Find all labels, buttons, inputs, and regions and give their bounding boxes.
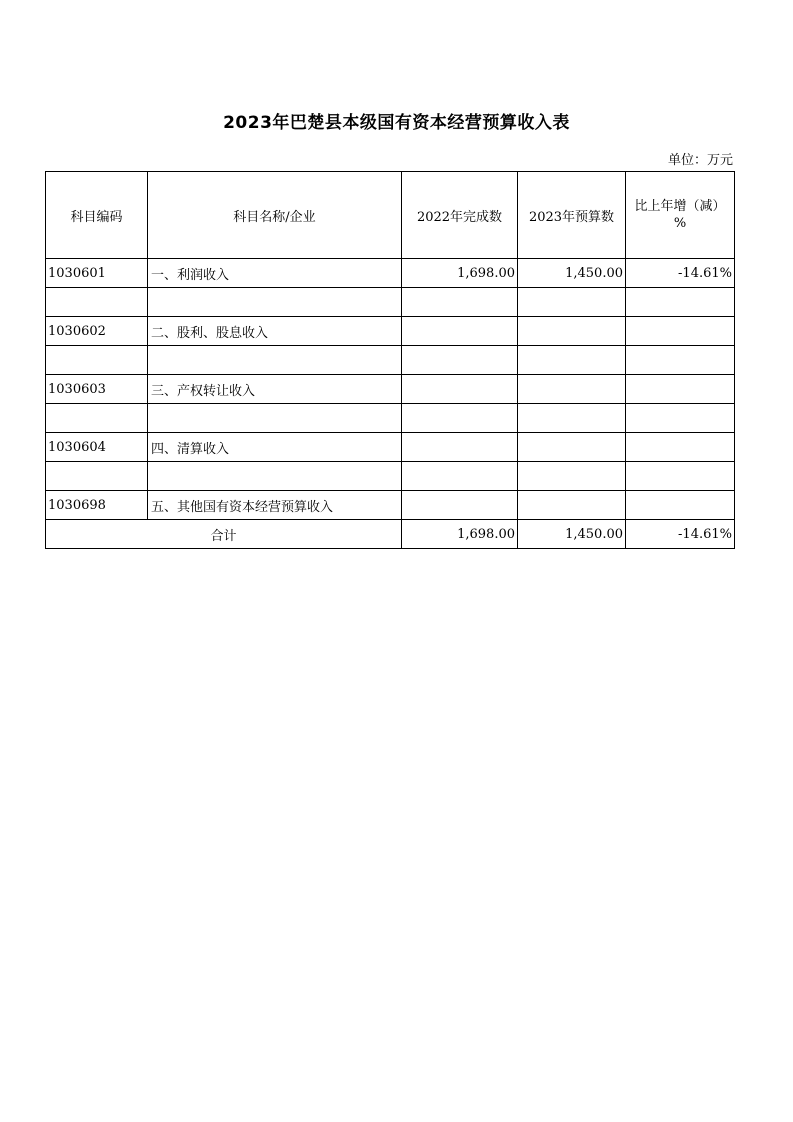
revenue-table	[45, 171, 735, 549]
cell-change-pct	[626, 375, 735, 404]
cell-code: 1030601	[46, 259, 148, 288]
cell-2022	[402, 433, 518, 462]
unit-label: 单位：万元	[667, 153, 733, 168]
table-row	[46, 259, 735, 288]
cell-2022	[402, 375, 518, 404]
cell-name	[148, 346, 402, 375]
table-row	[46, 346, 735, 375]
cell-2022	[402, 404, 518, 433]
cell-2023	[518, 317, 626, 346]
cell-2022	[402, 317, 518, 346]
cell-code: 1030602	[46, 317, 148, 346]
cell-name: 四、清算收入	[148, 433, 402, 462]
table-row	[46, 404, 735, 433]
cell-2023	[518, 404, 626, 433]
cell-code	[46, 404, 148, 433]
cell-change-pct	[626, 317, 735, 346]
table-row	[46, 433, 735, 462]
cell-2023: 1,450.00	[518, 259, 626, 288]
table-row	[46, 491, 735, 520]
cell-change-pct	[626, 346, 735, 375]
cell-name	[148, 462, 402, 491]
cell-change-pct	[626, 491, 735, 520]
table-row	[46, 462, 735, 491]
cell-change-pct	[626, 462, 735, 491]
header-change-unit: %	[673, 216, 687, 231]
cell-2023	[518, 288, 626, 317]
cell-2022	[402, 346, 518, 375]
cell-2022	[402, 462, 518, 491]
cell-name: 一、利润收入	[148, 259, 402, 288]
cell-code: 1030604	[46, 433, 148, 462]
total-row	[46, 520, 735, 549]
table-row	[46, 375, 735, 404]
cell-name	[148, 288, 402, 317]
cell-code: 1030698	[46, 491, 148, 520]
cell-2022	[402, 491, 518, 520]
cell-code	[46, 346, 148, 375]
cell-2022	[402, 288, 518, 317]
cell-2023	[518, 462, 626, 491]
header-change-pct	[626, 172, 735, 259]
cell-2023	[518, 375, 626, 404]
header-2022: 2022年完成数	[402, 172, 518, 259]
cell-code: 1030603	[46, 375, 148, 404]
cell-change-pct	[626, 288, 735, 317]
cell-name	[148, 404, 402, 433]
cell-change-pct	[626, 433, 735, 462]
table-row	[46, 317, 735, 346]
table-row	[46, 288, 735, 317]
cell-code	[46, 288, 148, 317]
total-2022: 1,698.00	[402, 520, 518, 549]
total-change-pct: -14.61%	[626, 520, 735, 549]
cell-name: 三、产权转让收入	[148, 375, 402, 404]
cell-change-pct: -14.61%	[626, 259, 735, 288]
header-code: 科目编码	[46, 172, 148, 259]
table-header-row	[46, 172, 735, 259]
cell-2022: 1,698.00	[402, 259, 518, 288]
header-change-label: 比上年增（减）	[634, 199, 726, 214]
header-name: 科目名称/企业	[148, 172, 402, 259]
cell-2023	[518, 491, 626, 520]
header-2023: 2023年预算数	[518, 172, 626, 259]
cell-name: 五、其他国有资本经营预算收入	[148, 491, 402, 520]
cell-change-pct	[626, 404, 735, 433]
cell-2023	[518, 346, 626, 375]
total-label: 合计	[46, 520, 402, 549]
cell-name: 二、股利、股息收入	[148, 317, 402, 346]
cell-code	[46, 462, 148, 491]
total-2023: 1,450.00	[518, 520, 626, 549]
page-title: 2023年巴楚县本级国有资本经营预算收入表	[223, 113, 570, 133]
cell-2023	[518, 433, 626, 462]
